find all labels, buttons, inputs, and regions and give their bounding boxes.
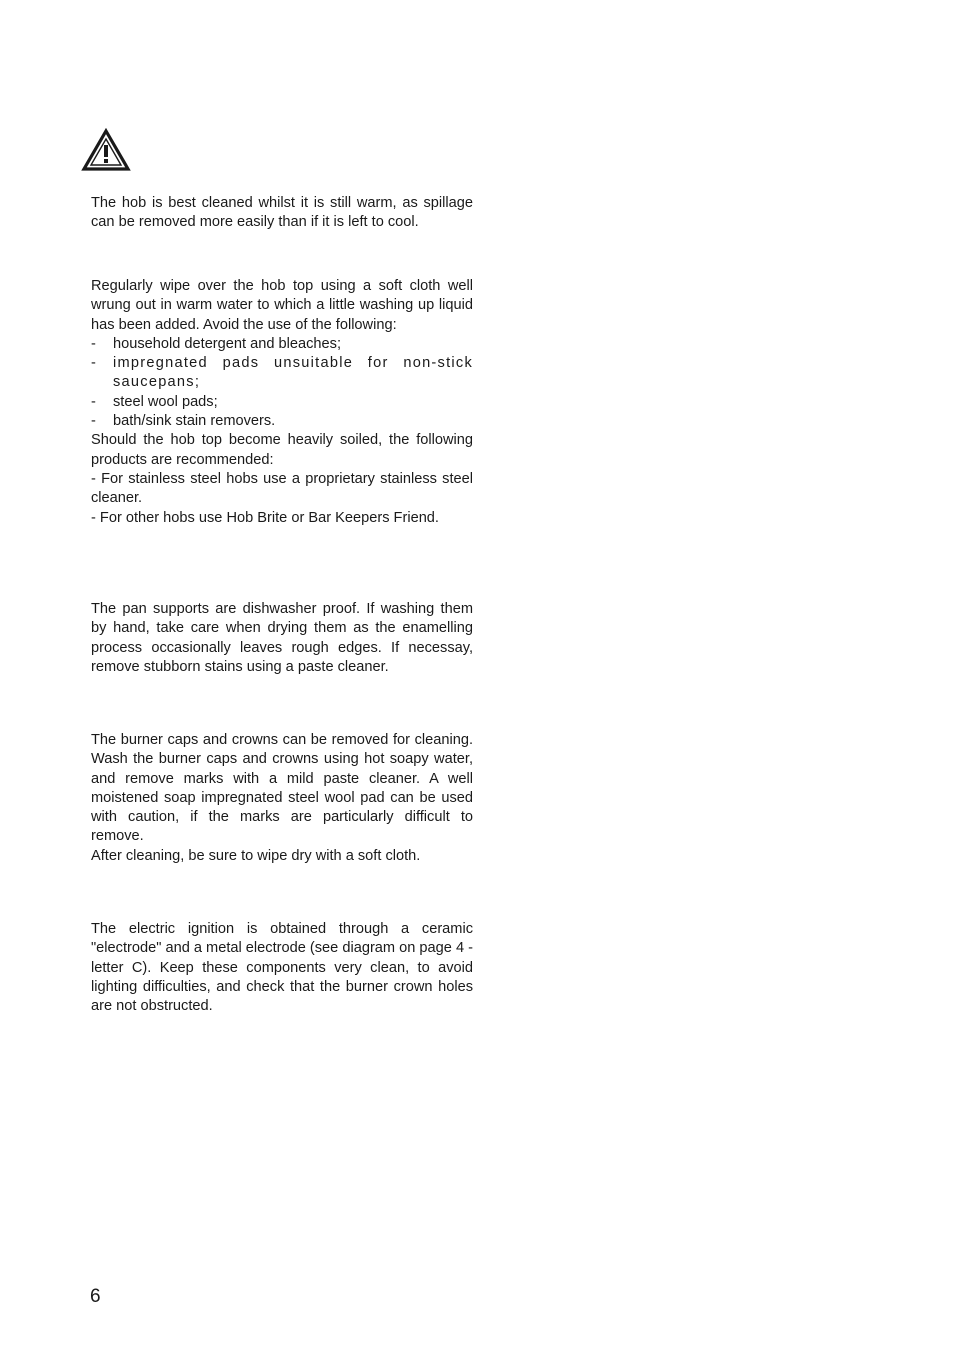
list-item: - household detergent and bleaches; <box>91 335 342 352</box>
hob-top-intro: Regularly wipe over the hob top using a soft cloth well wrung out in warm water to which a little washing up liquid has been added. Avoid the use of the following: <box>91 278 473 333</box>
pan-supports-paragraph: The pan supports are dishwasher proof. If washing them by hand, take care when drying them as the enamelling process occasionally leaves rough edges. If necessay, remove stubborn stains using a paste cleaner. <box>91 601 473 675</box>
list-item: - bath/sink stain removers. <box>91 413 276 430</box>
warning-triangle-icon <box>81 128 131 172</box>
ignition-paragraph: The electric ignition is obtained through a ceramic "electrode" and a metal electrode (see diagram on page 4 - letter C). Keep these components very clean, to avoid lighting difficulties, and check that the burner crown holes are not obstructed. <box>91 921 473 1015</box>
burner-caps-paragraph: The burner caps and crowns can be removed for cleaning. Wash the burner caps and crowns using hot soapy water, and remove marks with a mild paste cleaner. A well moistened soap impregnated steel wool pad can be used with caution, if the marks are particularly difficult to remove. <box>91 732 473 845</box>
after-cleaning-paragraph: After cleaning, be sure to wipe dry with a soft cloth. <box>91 847 421 864</box>
intro-paragraph: The hob is best cleaned whilst it is still warm, as spillage can be removed more easily than if it is left to cool. <box>91 195 473 231</box>
list-item: - impregnated pads unsuitable for non-stick saucepans; <box>91 355 473 391</box>
pan-supports-section <box>91 600 473 677</box>
page-number: 6 <box>90 1286 101 1307</box>
other-hobs-paragraph: - For other hobs use Hob Brite or Bar Keepers Friend. <box>91 509 439 526</box>
avoid-list <box>91 335 473 431</box>
soiled-paragraph: Should the hob top become heavily soiled, the following products are recommended: <box>91 432 473 468</box>
burner-caps-section <box>91 731 473 866</box>
stainless-paragraph: - For stainless steel hobs use a proprietary stainless steel cleaner. <box>91 470 473 507</box>
hob-top-section <box>91 277 473 528</box>
intro-section <box>91 194 473 233</box>
ignition-section <box>91 920 473 1016</box>
list-item: - steel wool pads; <box>91 393 218 410</box>
